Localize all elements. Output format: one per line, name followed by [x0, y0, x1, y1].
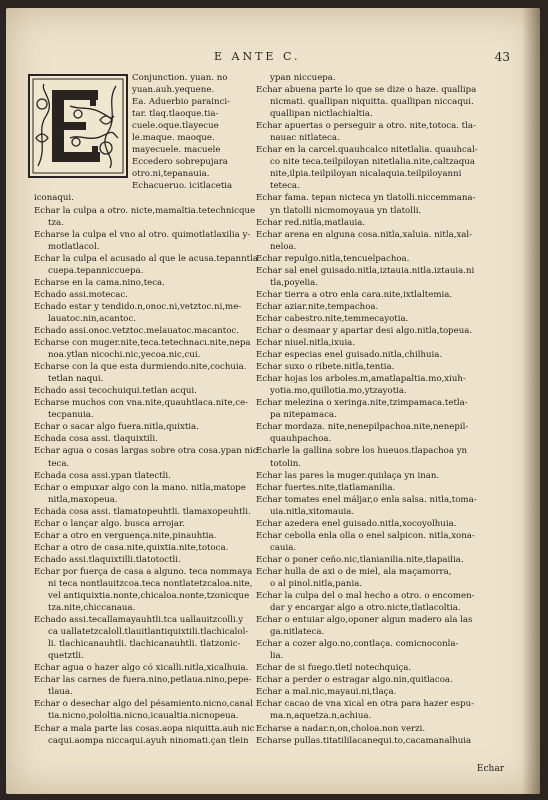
dictionary-line: Echar fuertes.nite,tlatlamanilia.: [256, 482, 396, 493]
dictionary-line: Echar a otro de casa.nite,quixtia.nite,totoca.: [34, 542, 229, 553]
dictionary-line: Echarse a nadar.n,on,choloa.non verzi.: [256, 723, 426, 734]
dictionary-line: Echar la culpa a otro. nicte,mamaltia.tetechnicque: [34, 205, 256, 216]
initial-letter-glyph: E: [58, 136, 59, 137]
dictionary-line: quauhpachoa.: [270, 434, 332, 445]
dictionary-line: Echar cebolla enla olla o enel salpicon. nitla,xona-: [256, 530, 475, 541]
dictionary-line: vel antiquixtia.nonte,chicaloa.nonte,tzonicque: [48, 591, 250, 602]
dictionary-line: Echada cosa assi.ypan tlatectli.: [34, 470, 171, 481]
dictionary-line: Conjunction. yuan. no: [132, 73, 228, 83]
dictionary-line: ma.n,aquetza.n,achiua.: [270, 711, 372, 722]
dictionary-line: le.maque. maoque.: [132, 133, 215, 144]
dictionary-line: Echada cosa assi. tlaquixtili.: [34, 434, 158, 445]
dictionary-line: Echar o empuxar algo con la mano. nitla,matope: [34, 482, 246, 493]
dictionary-line: Echar o entuiar algo,oponer algun madero ala las: [256, 615, 473, 626]
dictionary-line: Echar arena en alguna cosa.nitla,xaluia. nitla,xal-: [256, 229, 473, 240]
dictionary-line: nauac nitlateca.: [270, 133, 340, 144]
dictionary-line: teca.: [48, 458, 70, 469]
dictionary-line: mayecuele. macuele: [132, 145, 221, 156]
dictionary-line: quallipan nictlachialtia.: [270, 109, 373, 120]
dictionary-line: tar. tlaq.tlaoque.tia-: [132, 109, 219, 120]
dictionary-line: Echar o desechar algo del pésamiento.nicno,canal: [34, 699, 253, 710]
dictionary-line: Echado assi.tecallamayauhtli.tca uallauitzcolli.y: [34, 615, 244, 626]
dictionary-line: Echado estar y tendido.n,onoc.ni,vetztoc.ni,me-: [34, 301, 242, 312]
dictionary-line: neloa.: [270, 241, 297, 252]
dictionary-line: Echar de si fuego.tletl notechquiça.: [256, 663, 412, 674]
dictionary-line: caqui.aompa niccaqui.ayuh ninomati.çan tlein: [48, 735, 249, 746]
dictionary-line: Echar o desmaar y apartar desi algo.nitla,topeua.: [256, 325, 473, 336]
running-head-title: E ANTE C.: [214, 50, 301, 63]
dictionary-line: cuele.oque.tlayecue: [132, 121, 219, 132]
dictionary-line: noa.ytlan nicochi.nic,yecoa.nic,cui.: [48, 350, 201, 361]
dictionary-line: Echar hojas los arboles.m,amatlapaltia.mo,xiuh-: [256, 374, 466, 385]
dictionary-line: Echar repulgo.nitla,tencuelpachoa.: [256, 253, 410, 264]
dictionary-line: Echar cacao de vna xical en otra para hazer espu-: [256, 699, 475, 710]
dictionary-line: Echar suxo o ribete.nitla,tentia.: [256, 362, 395, 373]
dictionary-line: Echar tomates enel máljar,o enla salsa. nitla,toma-: [256, 494, 477, 505]
dictionary-line: cauia.: [270, 542, 297, 553]
dictionary-line: Echar apuertas o perseguir a otro. nite,totoca. tla-: [256, 121, 476, 132]
dictionary-line: Echarse en la cama.nino,teca.: [34, 277, 165, 288]
dictionary-line: Echado assi.tlaquixtilli.tlatotoctli.: [34, 554, 181, 565]
dictionary-line: Echarse muchos con vna.nite,quauhtlaca.nite,ce-: [34, 398, 249, 409]
dictionary-line: Echar mordaza. nite,nenepilpachoa.nite,nenepil-: [256, 422, 469, 433]
dictionary-line: Eccedero sobrepujara: [132, 157, 228, 168]
dictionary-line: o al pinol.nitla,pania.: [270, 578, 363, 589]
dictionary-line: Echar aziar.nite,tempachoa.: [256, 301, 379, 312]
dictionary-line: Echar por fuerça de casa a alguno. teca nommaya: [34, 566, 253, 577]
dictionary-line: lia.: [270, 651, 284, 662]
dictionary-line: lauatoc.nin,acantoc.: [48, 313, 137, 324]
dictionary-line: Echarse la culpa el vno al otro. quimotlatlaxilia y-: [34, 229, 251, 240]
dictionary-line: otro.ni,tepanauia.: [132, 169, 210, 180]
dictionary-line: yotia.mo,quillotia.mo,ytzayotia.: [270, 386, 407, 397]
dictionary-line: pa nitepamaca.: [270, 410, 337, 421]
dictionary-line: Echar a otro en verguença.nite,pinauhtia.: [34, 530, 217, 541]
dictionary-line: teteca.: [270, 181, 300, 192]
dictionary-line: li. tlachicanauhtli. tlachicanauhtli. tlatzonic-: [48, 639, 241, 650]
dictionary-line: Echar o lançar algo. busca arrojar.: [34, 518, 185, 529]
dictionary-line: Echar o sacar algo fuera.nitla,quixtia.: [34, 422, 199, 433]
dictionary-line: nitla,maxopeua.: [48, 494, 118, 505]
dictionary-line: co nite teca.teilpiloyan nitetlalia.nite,caltzaqua: [270, 157, 475, 168]
dictionary-line: Echar especias enel guisado.nitla,chilhuia.: [256, 350, 443, 361]
dictionary-line: Echada cosa assi. tlamatopeuhtli. tlamaxopeuhtli.: [34, 506, 251, 517]
dictionary-line: tecpanuia.: [48, 410, 94, 421]
dictionary-line: Echar la culpa el acusado al que le acusa.tepanntla: [34, 253, 258, 264]
page-number: 43: [494, 50, 510, 64]
dictionary-line: Echar las pares la muger.quiılaça yn inan.: [256, 470, 440, 481]
dictionary-line: tza.: [48, 217, 64, 228]
dictionary-line: Echar la culpa del o mal hecho a otro. o encomen-: [256, 591, 475, 602]
dictionary-line: Echado assi.motecac.: [34, 289, 128, 300]
dictionary-line: tlaua.: [48, 687, 73, 698]
dictionary-line: motlatlacol.: [48, 241, 100, 252]
left-column: [34, 72, 264, 747]
dictionary-line: Echar melezina o xeringa.nite,tzimpamaca.tetla-: [256, 398, 468, 409]
dictionary-line: ypan niccuepa.: [270, 73, 336, 83]
dictionary-line: Echar sal enel guisado.nitla,iztauia.nitla.iztauia.ni: [256, 265, 475, 276]
dictionary-line: Echar en la carcel.quauhcalco nitetlalia. quauhcal-: [256, 145, 478, 156]
dictionary-line: Echarse con la que esta durmiendo.nite,cochuia.: [34, 362, 247, 373]
dictionary-line: tza.nite,chiccanaua.: [48, 603, 136, 614]
dictionary-line: nicmati. quallipan niquitta. quallipan niccaqui.: [270, 97, 474, 108]
dictionary-line: Echar niuel.nitla,ixuia.: [256, 338, 356, 349]
dictionary-line: Echar a perder o estragar algo.nin,quitlacoa.: [256, 675, 453, 686]
dictionary-line: Echacueruo. icitlacetia: [132, 181, 233, 192]
dictionary-line: Echar agua o hazer algo có xicalli.nitla,xicalhuia.: [34, 663, 249, 674]
dictionary-line: Echar a mal.nic,mayaui.ni,tlaça.: [256, 687, 397, 698]
dictionary-line: yuan.auh.yequene.: [132, 85, 215, 96]
dictionary-line: Echar red.nitla,matlauia.: [256, 217, 366, 228]
dictionary-line: Echado assi.onoc.vetztoc.melauatoc.macantoc.: [34, 325, 239, 336]
dictionary-line: tla,poyelia.: [270, 277, 319, 288]
dictionary-line: Ea. Aduerbio parainci-: [132, 97, 231, 108]
dictionary-line: tia.nicno,pololtia.nicno,icaualtia.nicnopeua.: [48, 711, 239, 722]
dictionary-line: Echar cabestro.nite,temmecayotia.: [256, 313, 409, 324]
dictionary-line: Echar a cozer algo.no,contlaça. comicnoconla-: [256, 639, 459, 650]
dictionary-line: ca uallatetzcaloll.tlauitlantiquixtili.tlachicalol-: [48, 627, 249, 638]
dictionary-line: iconaqui.: [34, 193, 74, 204]
dictionary-line: Echar azedera enel guisado.nitla,xocoyolhuia.: [256, 518, 457, 529]
dictionary-line: cuepa.tepanniccuepa.: [48, 265, 144, 276]
right-column: [256, 72, 526, 747]
dictionary-line: quetztli.: [48, 651, 84, 662]
dictionary-line: Echar a mala parte las cosas.aopa niquitta.auh nic: [34, 723, 255, 734]
catchword: Echar: [476, 764, 504, 774]
running-header: [6, 50, 540, 66]
dictionary-line: uia.nitla,xitomauia.: [270, 506, 355, 517]
dictionary-line: yn tlatolli nicmomoyaua yn tlatolli.: [270, 205, 422, 216]
dictionary-line: Echarse pullas.titatililacanequi.to,cacamanalhuia: [256, 735, 472, 746]
dictionary-line: Echar abuena parte lo que se dize o haze. quallipa: [256, 85, 477, 96]
dictionary-line: Echar o poner ceño.nic,tlanianilia.nite,tlapailia.: [256, 554, 464, 565]
dictionary-line: dar y encargar algo a otro.nicte,tlatlacoltia.: [270, 603, 461, 614]
dictionary-line: ni teca nontlauitzcoa.teca nontlatetzcaloa.nite,: [48, 578, 253, 589]
dictionary-line: Echar hulla de axi o de miel, ala maçamorra,: [256, 566, 452, 577]
dictionary-line: ga.nitlateca.: [270, 627, 325, 638]
dictionary-line: Echar las carnes de fuera.nino,petlaua.nino,pepe-: [34, 675, 252, 686]
dictionary-line: nite,ilpia.teilpiloyan nicalaquia.teilpiloyanni: [270, 169, 462, 180]
dictionary-line: Echar fama. tepan nicteca yn tlatolli.niccemmana-: [256, 193, 476, 204]
dictionary-line: Echar tierra a otro enla cara.nite,ixtlaltemia.: [256, 289, 453, 300]
dictionary-line: Echado assi tecochuiqui.tetlan acqui.: [34, 386, 197, 397]
book-page: [6, 8, 540, 794]
dictionary-line: Echarse con muger.nite,teca.tetechnacı.nite,nepa: [34, 338, 251, 349]
dictionary-line: tetlan naqui.: [48, 374, 104, 385]
dictionary-line: Echar agua o cosas largas sobre otra cosa.ypan nic: [34, 446, 258, 457]
dictionary-line: Echarle la gallina sobre los hueuos.tlapachoa yn: [256, 446, 468, 457]
dictionary-line: totolin.: [270, 458, 302, 469]
